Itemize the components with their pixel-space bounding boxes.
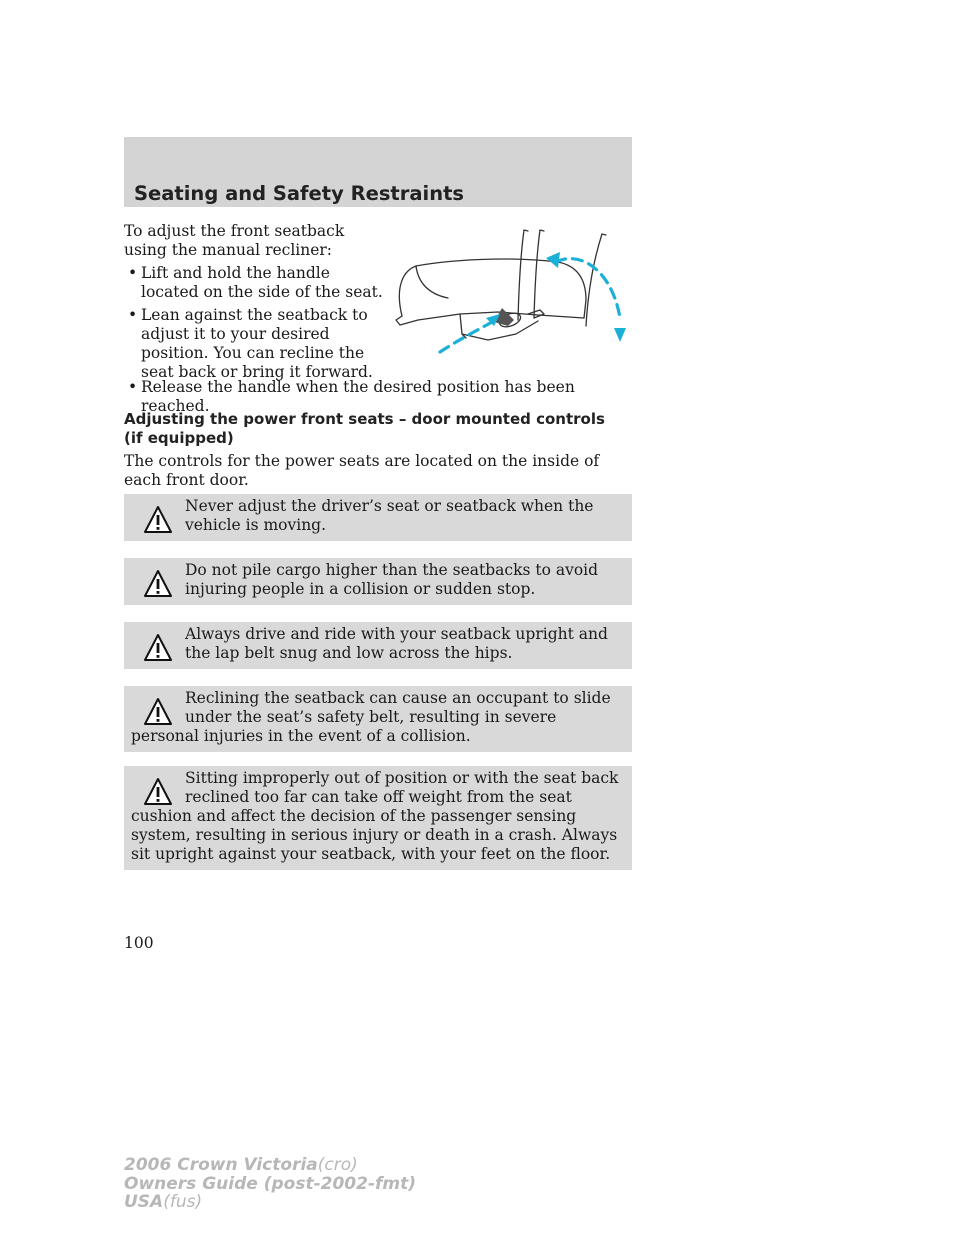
- warning-triangle-icon: [143, 569, 173, 599]
- power-seats-text: The controls for the power seats are located on the inside of each front door.: [124, 452, 600, 489]
- intro-block: [124, 222, 384, 382]
- warning-triangle-icon: [143, 505, 173, 535]
- warning-box: [124, 558, 632, 605]
- document-footer: [124, 1156, 416, 1212]
- bullet-item: • Release the handle when the desired position has been reached.: [128, 378, 575, 415]
- intro-lead: To adjust the front seatback using the manual recliner:: [124, 222, 345, 259]
- bullet-item: • Lift and hold the handle located on the side of the seat.: [128, 264, 383, 301]
- footer-model-line: 2006 Crown Victoria(cro): [124, 1155, 358, 1175]
- page-number: 100: [124, 934, 154, 952]
- warning-text: Never adjust the driver’s seat or seatback when the vehicle is moving.: [185, 497, 594, 534]
- warning-text: Always drive and ride with your seatback upright and the lap belt snug and low across the hips.: [185, 625, 608, 662]
- seat-recliner-illustration: [388, 222, 634, 357]
- warning-text: Sitting improperly out of position or with the seat back reclined too far can take off weight from the seat cushion and affect the decision of the passenger sensing system, resulting in serious injury or death in a crash. Always sit upright against your seatback, with your feet on the floor.: [131, 769, 619, 863]
- warning-box: [124, 494, 632, 541]
- bullet-item: • Lean against the seatback to adjust it to your desired position. You can recline the seat back or bring it forward.: [128, 306, 373, 381]
- warning-triangle-icon: [143, 633, 173, 663]
- footer-region-line: USA(fus): [124, 1192, 203, 1212]
- warning-triangle-icon: [143, 777, 173, 807]
- warning-box: [124, 686, 632, 752]
- warning-box: [124, 622, 632, 669]
- warning-text: Do not pile cargo higher than the seatbacks to avoid injuring people in a collision or sudden stop.: [185, 561, 599, 598]
- warning-triangle-icon: [143, 697, 173, 727]
- footer-guide-line: Owners Guide (post-2002-fmt): [124, 1173, 417, 1194]
- section-header-band: [124, 137, 632, 207]
- power-seats-heading: Adjusting the power front seats – door mounted controls (if equipped): [124, 410, 605, 447]
- section-title: Seating and Safety Restraints: [134, 182, 465, 205]
- warning-box: [124, 766, 632, 870]
- warning-text: Reclining the seatback can cause an occupant to slide under the seat’s safety belt, resulting in severe personal injuries in the event of a collision.: [131, 689, 611, 745]
